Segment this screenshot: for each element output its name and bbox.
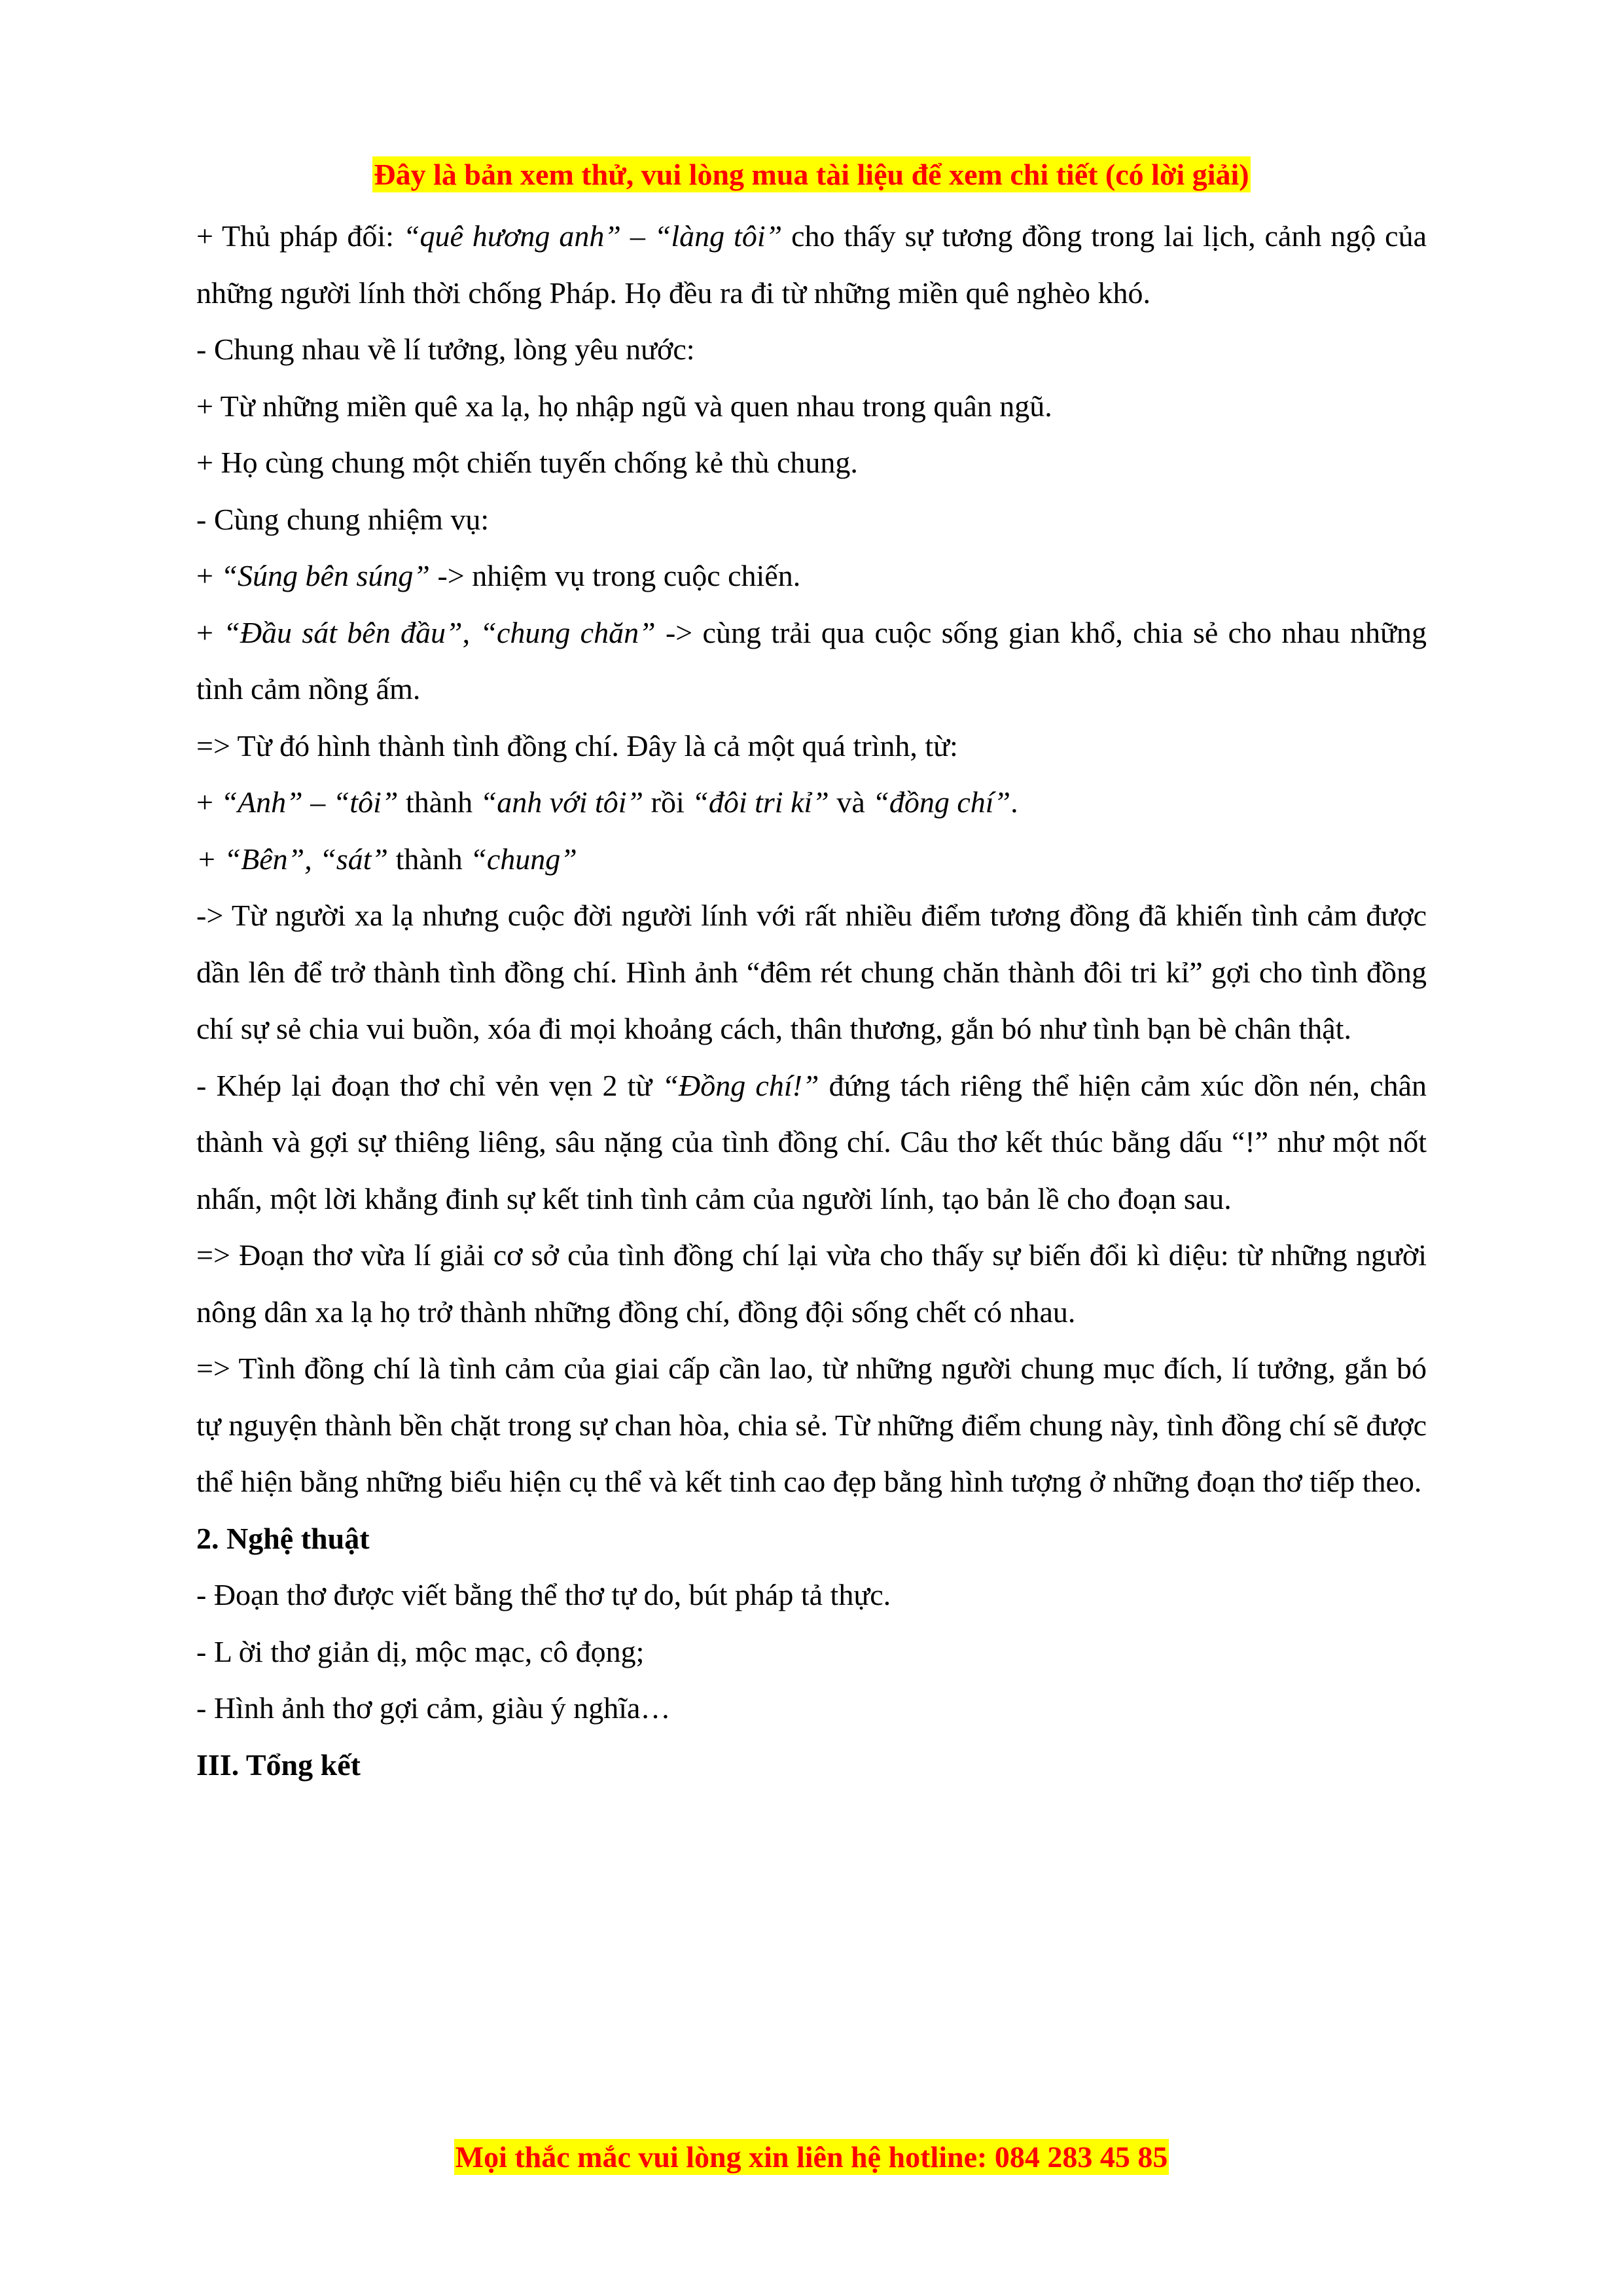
- italic-quote: “làng tôi”: [654, 219, 783, 253]
- section-heading: III. Tổng kết: [196, 1748, 361, 1782]
- section-heading: 2. Nghệ thuật: [196, 1521, 370, 1555]
- paragraph: => Đoạn thơ vừa lí giải cơ sở của tình đồng chí lại vừa cho thấy sự biến đổi kì diệu: từ những người nông dân xa lạ họ trở thành những đồng chí, đồng đội sống chết có nhau.: [196, 1238, 1427, 1329]
- paragraph: + Họ cùng chung một chiến tuyến chống kẻ thù chung.: [196, 446, 858, 479]
- italic-quote: + “Bên”, “sát”: [196, 842, 389, 876]
- paragraph: [196, 208, 1427, 321]
- italic-quote: “chung”: [470, 842, 577, 876]
- italic-quote: “Đồng chí!”: [662, 1068, 819, 1102]
- text-run: +: [196, 615, 224, 649]
- paragraph: [196, 831, 1427, 888]
- paragraph: [196, 1058, 1427, 1228]
- paragraph: - Đoạn thơ được viết bằng thể thơ tự do, bút pháp tả thực.: [196, 1578, 891, 1611]
- text-run: và: [829, 785, 873, 819]
- text-run: .: [1010, 785, 1018, 819]
- italic-quote: “Anh” – “tôi”: [221, 785, 399, 819]
- paragraph: => Tình đồng chí là tình cảm của giai cấp cần lao, từ những người chung mục đích, lí tưởng, gắn bó tự nguyện thành bền chặt trong sự chan hòa, chia sẻ. Từ những điểm chung này, tình đồng chí sẽ được thể hiện bằng những biểu hiện cụ thể và kết tinh cao đẹp bằng hình tượng ở những đoạn thơ tiếp theo.: [196, 1352, 1427, 1498]
- text-run: thành: [398, 785, 480, 819]
- paragraph: + Từ những miền quê xa lạ, họ nhập ngũ và quen nhau trong quân ngũ.: [196, 389, 1052, 423]
- preview-notice-banner: [0, 155, 1623, 194]
- paragraph: [196, 774, 1427, 831]
- paragraph: -> Từ người xa lạ nhưng cuộc đời người lính với rất nhiều điểm tương đồng đã khiến tình cảm được dần lên để trở thành tình đồng chí. Hình ảnh “đêm rét chung chăn thành đôi tri kỉ” gợi cho tình đồng chí sự sẻ chia vui buồn, xóa đi mọi khoảng cách, thân thương, gắn bó như tình bạn bè chân thật.: [196, 899, 1427, 1045]
- italic-quote: “đồng chí”: [872, 785, 1011, 819]
- paragraph: => Từ đó hình thành tình đồng chí. Đây là cả một quá trình, từ:: [196, 728, 958, 762]
- text-run: -> cùng trải qua cuộc sống gian khổ, chia sẻ cho nhau những tình cảm nồng ấm.: [196, 615, 1427, 706]
- text-run: +: [196, 785, 221, 819]
- hotline-text: Mọi thắc mắc vui lòng xin liên hệ hotline: 084 283 45 85: [455, 2140, 1168, 2174]
- paragraph: - L ời thơ giản dị, mộc mạc, cô đọng;: [196, 1634, 645, 1668]
- text-run: + Thủ pháp đối:: [196, 219, 403, 253]
- paragraph: - Hình ảnh thơ gợi cảm, giàu ý nghĩa…: [196, 1691, 671, 1725]
- text-run: ,: [462, 615, 480, 649]
- text-run: -> nhiệm vụ trong cuộc chiến.: [429, 559, 801, 592]
- document-body: [196, 208, 1427, 1793]
- italic-quote: “chung chăn”: [480, 615, 656, 649]
- paragraph: [196, 605, 1427, 718]
- text-run: +: [196, 559, 221, 592]
- text-run: - Khép lại đoạn thơ chỉ vẻn vẹn 2 từ: [196, 1068, 662, 1102]
- text-run: đứng tách riêng thể hiện cảm xúc dồn nén, chân thành và gợi sự thiêng liêng, sâu nặng của tình đồng chí. Câu thơ kết thúc bằng dấu “!” như một nốt nhấn, một lời khẳng đinh sự kết tinh tình cảm của người lính, tạo bản lề cho đoạn sau.: [196, 1068, 1427, 1215]
- text-run: thành: [388, 842, 471, 876]
- paragraph: - Chung nhau về lí tưởng, lòng yêu nước:: [196, 332, 695, 366]
- italic-quote: “Đầu sát bên đầu”: [223, 615, 463, 649]
- italic-quote: “Súng bên súng”: [221, 559, 430, 592]
- preview-notice-text: Đây là bản xem thử, vui lòng mua tài liệu để xem chi tiết (có lời giải): [374, 158, 1249, 191]
- paragraph: - Cùng chung nhiệm vụ:: [196, 502, 490, 536]
- text-run: –: [620, 219, 654, 253]
- italic-quote: “đôi tri kỉ”: [692, 785, 829, 819]
- paragraph: [196, 548, 1427, 605]
- italic-quote: “anh với tôi”: [480, 785, 644, 819]
- text-run: rồi: [643, 785, 692, 819]
- hotline-banner: [0, 2138, 1623, 2177]
- text-run: cho thấy sự tương đồng trong lai lịch, cảnh ngộ của những người lính thời chống Pháp. Họ đều ra đi từ những miền quê nghèo khó.: [196, 219, 1427, 310]
- italic-quote: “quê hương anh”: [402, 219, 621, 253]
